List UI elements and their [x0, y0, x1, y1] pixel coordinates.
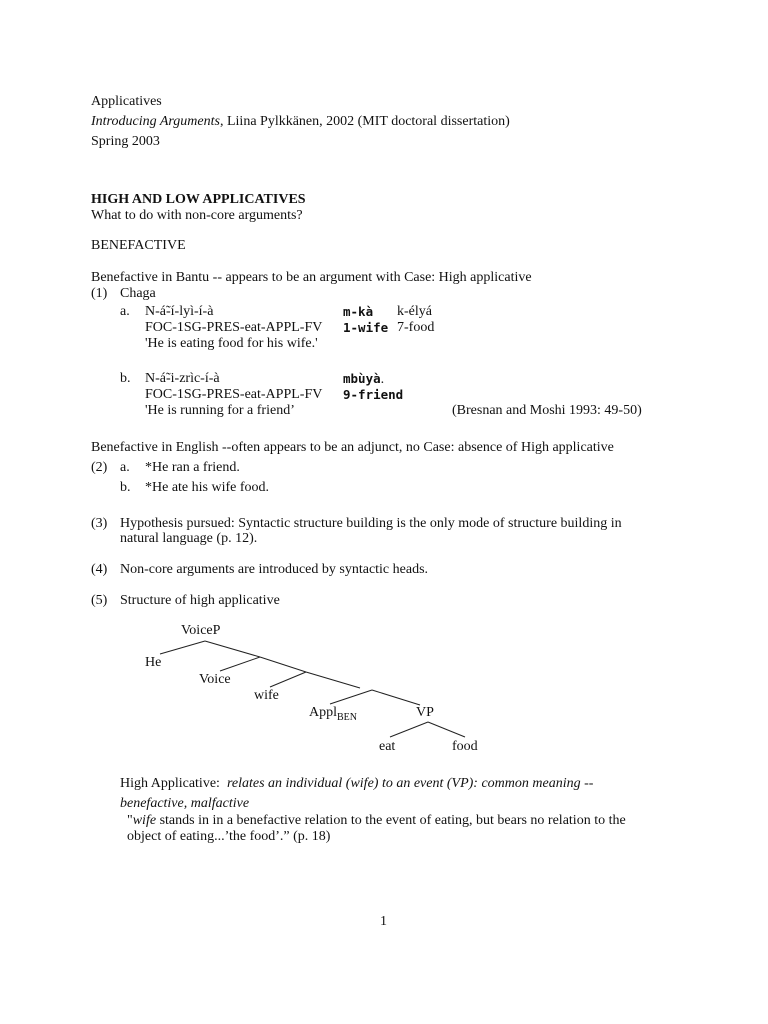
high-appl-desc2: benefactive, malfactive	[120, 796, 250, 811]
term: Spring 2003	[91, 134, 160, 149]
tree-eat: eat	[379, 739, 396, 754]
page-number: 1	[380, 914, 387, 929]
quote-word: wife	[132, 813, 157, 828]
ex5-text: Structure of high applicative	[120, 593, 280, 608]
quote-open: "	[127, 813, 133, 828]
ex1a-object2-gloss: 7-food	[397, 320, 435, 335]
benefactive-heading: BENEFACTIVE	[91, 238, 186, 253]
ex1a-object-gloss: 1-wife	[343, 320, 389, 335]
quote-line2: object of eating...’the food’.” (p. 18)	[127, 829, 331, 844]
english-intro: Benefactive in English --often appears to be an adjunct, no Case: absence of High applicative	[91, 440, 614, 455]
ex1-number: (1)	[91, 286, 108, 301]
ex1b-object-punct: .	[380, 372, 385, 387]
ex1b-word: N-á̃-i-zrìc-í-à	[145, 371, 220, 386]
ex1b-translation: 'He is running for a friend’	[145, 403, 295, 418]
tree-vp: VP	[416, 705, 434, 720]
ex1a-translation: 'He is eating food for his wife.'	[145, 336, 318, 351]
ex2a-label: a.	[120, 460, 130, 475]
ex1b-gloss: FOC-1SG-PRES-eat-APPL-FV	[145, 387, 323, 402]
ex1a-object: m-kà	[343, 304, 374, 319]
ex3-number: (3)	[91, 516, 108, 531]
book-details: , Liina Pylkkänen, 2002 (MIT doctoral dissertation)	[219, 114, 510, 129]
ex2b-text: *He ate his wife food.	[145, 480, 270, 495]
ex1b-label: b.	[120, 371, 131, 386]
ex1b-citation: (Bresnan and Moshi 1993: 49-50)	[452, 403, 642, 418]
tree-appl-subscript: BEN	[337, 712, 357, 723]
tree-root-voicep: VoiceP	[181, 623, 221, 638]
ex5-number: (5)	[91, 593, 108, 608]
tree-voice-head: Voice	[199, 672, 231, 687]
course-title: Applicatives	[91, 94, 162, 109]
high-appl-label: High Applicative:	[120, 776, 220, 791]
tree-wife: wife	[254, 688, 279, 703]
ex4-number: (4)	[91, 562, 108, 577]
ex1a-object2: k-élyá	[397, 304, 432, 319]
ex3-line1: Hypothesis pursued: Syntactic structure building is the only mode of structure building in	[120, 516, 622, 531]
quote-rest: stands in in a benefactive relation to the event of eating, but bears no relation to the	[156, 813, 626, 828]
high-appl-line1	[120, 776, 593, 792]
high-appl-desc: relates an individual (wife) to an event (VP): common meaning --	[226, 776, 594, 791]
ex1a-label: a.	[120, 304, 130, 319]
ex1b-object: mbùyà	[343, 371, 381, 386]
tree-appl-head	[309, 705, 357, 722]
tree-appl: Appl	[309, 705, 337, 720]
ex3-line2: natural language (p. 12).	[120, 531, 258, 546]
ex2b-label: b.	[120, 480, 131, 495]
section-question: What to do with non-core arguments?	[91, 208, 303, 223]
quote-line1	[127, 813, 626, 829]
tree-spec-he: He	[145, 655, 162, 670]
bantu-intro: Benefactive in Bantu -- appears to be an argument with Case: High applicative	[91, 270, 532, 285]
ex2-number: (2)	[91, 460, 108, 475]
tree-food: food	[452, 739, 478, 754]
ex4-text: Non-core arguments are introduced by syntactic heads.	[120, 562, 429, 577]
ex1b-object-gloss: 9-friend	[343, 387, 404, 402]
ex1a-word: N-á̃-í-lyì-í-à	[145, 304, 214, 319]
ex1-language: Chaga	[120, 286, 156, 301]
ex1a-gloss: FOC-1SG-PRES-eat-APPL-FV	[145, 320, 323, 335]
ex2a-text: *He ran a friend.	[145, 460, 240, 475]
book-title: Introducing Arguments	[91, 114, 220, 129]
section-heading: HIGH AND LOW APPLICATIVES	[91, 192, 306, 207]
